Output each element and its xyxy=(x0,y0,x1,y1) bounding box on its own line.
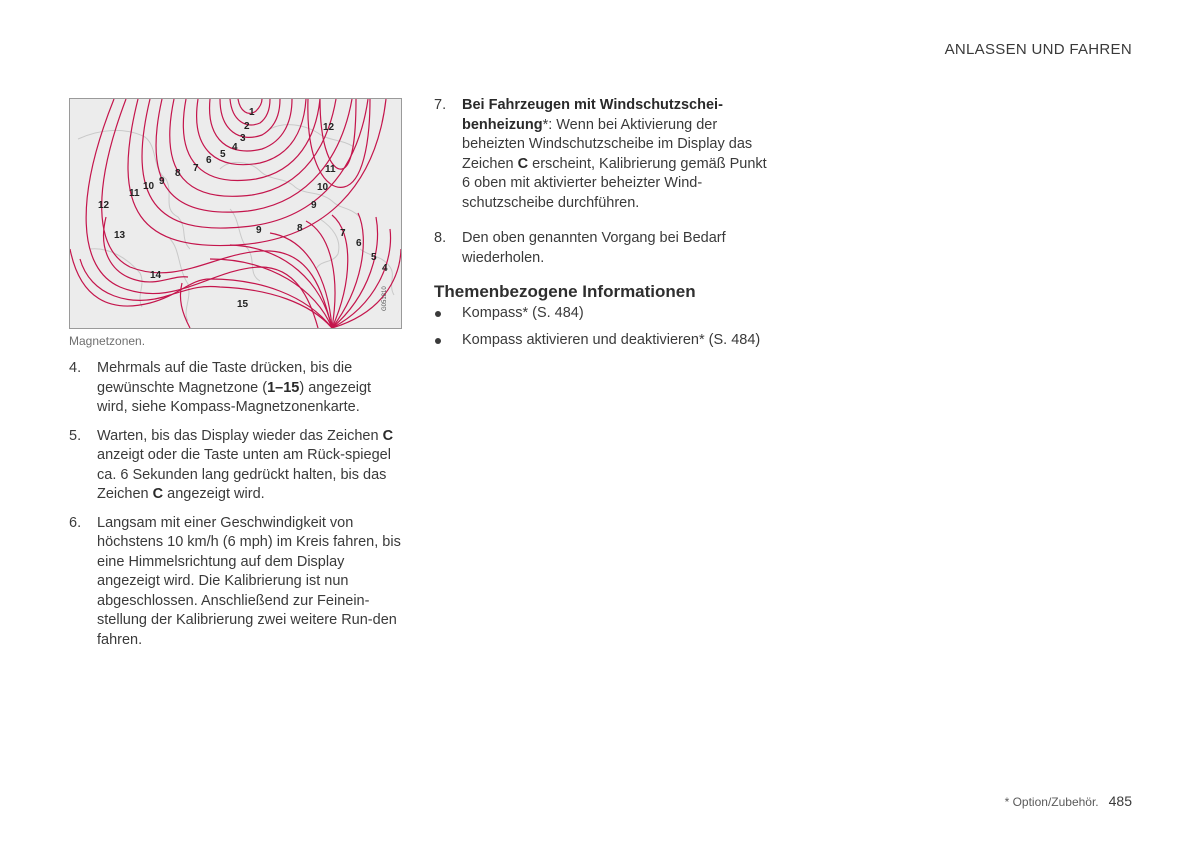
page-number: 485 xyxy=(1108,793,1132,809)
step-bold: Bei Fahrzeugen mit Windschutzschei-benheizung xyxy=(462,97,723,133)
zone-label: 10 xyxy=(317,182,329,193)
step-text: erscheint, Kalibrierung gemäß Punkt 6 oben mit aktivierter beheizter Wind-schutzscheibe durchführen. xyxy=(462,155,767,211)
zone-lines xyxy=(70,99,401,328)
zone-label: 10 xyxy=(143,181,155,192)
related-link-item[interactable] xyxy=(434,331,769,351)
zone-label: 9 xyxy=(311,200,317,211)
zone-label: 4 xyxy=(382,263,388,274)
step-bold: C xyxy=(152,486,164,502)
step-number: 7. xyxy=(434,97,447,113)
zone-label: 8 xyxy=(175,168,181,179)
footnote: * Option/Zubehör. xyxy=(1004,795,1099,809)
zone-label: 9 xyxy=(256,225,262,236)
section-header: ANLASSEN UND FAHREN xyxy=(944,41,1132,58)
magnetic-zones-map xyxy=(69,98,402,329)
zone-label: 12 xyxy=(323,122,335,133)
zone-label: 5 xyxy=(220,149,226,160)
continent-outlines xyxy=(78,125,394,321)
step-text: Warten, bis das Display wieder das Zeichen xyxy=(97,427,383,444)
steps-list-left xyxy=(69,359,404,659)
zone-label: 12 xyxy=(98,200,110,211)
step-text: Wenn bei Aktivierung der beheizten Windschutzscheibe im Display das Zeichen xyxy=(462,116,753,172)
zone-label: 15 xyxy=(237,299,249,310)
zone-label: 7 xyxy=(193,163,199,174)
step-text: anzeigt oder die Taste unten am Rück-spiegel ca. 6 Sekunden lang gedrückt halten, bis das Zeichen xyxy=(97,447,391,502)
zone-label: 14 xyxy=(150,270,162,281)
step-number: 6. xyxy=(69,514,82,531)
step-bold: C xyxy=(517,155,529,172)
step-text: Den oben genannten Vorgang bei Bedarf wiederholen. xyxy=(462,230,726,266)
related-links xyxy=(434,304,769,357)
step-number: 5. xyxy=(69,427,82,444)
zone-label: 3 xyxy=(240,133,246,144)
step-item xyxy=(69,359,404,418)
step-text: Mehrmals auf die Taste drücken, bis die gewünschte Magnetzone ( xyxy=(97,360,353,396)
zone-label: 6 xyxy=(356,238,362,249)
step-bold-star: *: xyxy=(542,116,553,133)
step-number: 8. xyxy=(434,230,447,246)
bullet-icon xyxy=(435,338,441,344)
zone-label: 5 xyxy=(371,252,377,263)
step-item xyxy=(434,96,769,213)
step-item xyxy=(69,427,404,505)
figure-code: G051810 xyxy=(382,286,388,311)
related-link[interactable]: Kompass aktivieren und deaktivieren* (S. 484) xyxy=(462,331,761,348)
footer xyxy=(1005,793,1132,809)
zone-label: 6 xyxy=(206,155,212,166)
related-link[interactable]: Kompass* (S. 484) xyxy=(462,305,584,321)
zone-label: 7 xyxy=(340,228,346,239)
step-bold: 1–15 xyxy=(267,379,300,396)
zone-label: 4 xyxy=(232,142,238,153)
bullet-icon xyxy=(435,311,441,317)
zone-label: 11 xyxy=(325,164,336,175)
zone-label: 11 xyxy=(129,188,140,199)
figure-caption: Magnetzonen. xyxy=(69,334,146,348)
zone-label: 1 xyxy=(249,107,255,118)
step-item xyxy=(69,514,404,651)
zone-label: 13 xyxy=(114,230,126,241)
step-number: 4. xyxy=(69,360,82,376)
zone-label: 2 xyxy=(244,121,250,132)
step-bold: C xyxy=(382,427,394,444)
step-text: ) angezeigt wird, siehe Kompass-Magnetzonenkarte. xyxy=(97,379,372,415)
zone-label: 8 xyxy=(297,223,303,234)
zone-label: 9 xyxy=(159,176,165,187)
related-info-title: Themenbezogene Informationen xyxy=(434,282,696,301)
related-link-item[interactable] xyxy=(434,304,769,324)
step-item xyxy=(434,229,769,268)
step-text: Langsam mit einer Geschwindigkeit von höchstens 10 km/h (6 mph) im Kreis fahren, bis eine Himmelsrichtung auf dem Display angezeigt wird. Die Kalibrierung ist nun abgeschlossen. Anschließend zur Feinein-stellung der Kalibrierung zwei weitere Run-den fahren. xyxy=(97,514,401,648)
steps-list-right xyxy=(434,96,769,277)
step-text: angezeigt wird. xyxy=(163,486,265,502)
